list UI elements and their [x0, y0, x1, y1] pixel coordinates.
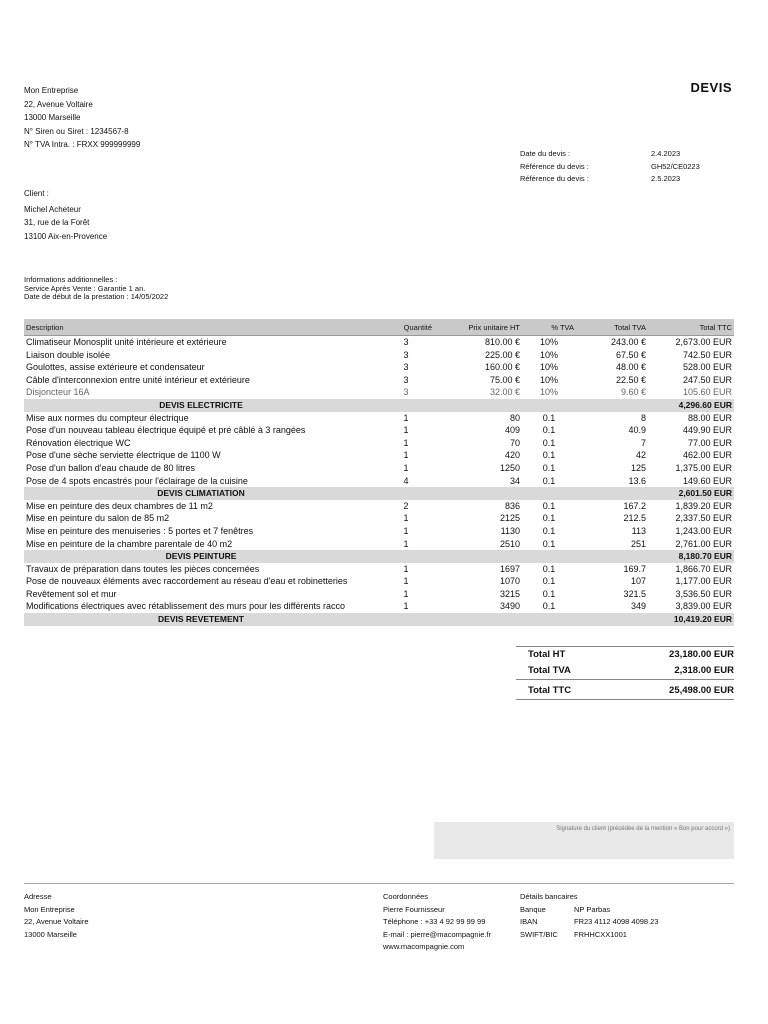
cell-tva-rate: 10% — [539, 349, 558, 360]
col-header-quantity: Quantité — [378, 319, 434, 336]
col-header-tva-rate: % TVA — [522, 319, 576, 336]
subtotal-value: 2,601.50 EUR — [648, 487, 734, 500]
cell-tva-total: 113 — [631, 525, 646, 536]
cell-tva-rate: 0.1 — [542, 563, 556, 574]
cell-description: Pose d'un ballon d'eau chaude de 80 litres — [26, 462, 196, 473]
bank-value: FR23 4112 4098 4098 23 — [574, 917, 659, 926]
subtotal-row — [24, 613, 734, 626]
document-title: DEVIS — [690, 80, 732, 95]
cell-tva-total — [576, 487, 648, 500]
total-tva-row — [516, 663, 734, 679]
cell-tva-total: 40.9 — [628, 425, 646, 436]
cell-description: Mise en peinture des deux chambres de 11 m2 — [26, 500, 213, 511]
cell-ttc-total: 1,866.70 EUR — [675, 563, 732, 574]
cell-tva-total: 243.00 € — [576, 336, 648, 349]
table-row — [24, 349, 734, 362]
cell-quantity: 3 — [403, 374, 409, 385]
bank-label: SWIFT/BIC — [520, 929, 558, 939]
subtotal-label: DEVIS REVETEMENT — [24, 613, 378, 626]
table-row — [24, 449, 734, 462]
cell-unit-price: 2125 — [499, 513, 520, 524]
meta-value: GH52/CE0223 — [651, 161, 700, 171]
cell-tva-total: 169.7 — [623, 563, 646, 574]
table-row — [24, 475, 734, 488]
company-city: 13000 Marseille — [24, 113, 81, 122]
cell-description: Pose d'un nouveau tableau électrique équipé et pré câblé à 3 rangées — [26, 425, 306, 436]
footer-contact-website[interactable]: www.macompagnie.com — [383, 942, 465, 951]
cell-tva-total: 212.5 — [623, 513, 646, 524]
total-ttc-row — [516, 683, 734, 699]
subtotal-value: 4,296.60 EUR — [648, 399, 734, 412]
footer-contact — [383, 891, 491, 954]
meta-label: Date du devis : — [520, 149, 571, 158]
cell-quantity: 1 — [403, 425, 409, 436]
bank-row — [520, 904, 659, 917]
totals-block — [516, 646, 734, 700]
cell-ttc-total: 1,243.00 EUR — [675, 525, 732, 536]
cell-description: Travaux de préparation dans toutes les pièces concernées — [26, 563, 260, 574]
cell-tva-rate: 0.1 — [542, 475, 556, 486]
cell-description: Modifications électriques avec rétablissement des murs pour les différents racco — [26, 601, 345, 612]
cell-unit-price: 160.00 € — [484, 362, 520, 373]
cell-quantity: 3 — [403, 362, 409, 373]
table-row — [24, 525, 734, 538]
footer-address-title: Adresse — [24, 892, 52, 901]
meta-row — [520, 161, 740, 174]
cell-ttc-total: 2,673.00 EUR — [648, 336, 734, 349]
cell-tva-total: 7 — [640, 437, 646, 448]
table-row — [24, 563, 734, 576]
cell-quantity: 1 — [403, 412, 409, 423]
company-siren: N° Siren ou Siret : 1234567-8 — [24, 126, 129, 136]
cell-description: Climatiseur Monosplit unité intérieure et extérieure — [24, 336, 378, 349]
cell-tva-total: 8 — [640, 412, 646, 423]
cell-quantity — [378, 550, 434, 563]
footer-address-street: 22, Avenue Voltaire — [24, 917, 89, 926]
cell-tva-total: 13.6 — [628, 475, 646, 486]
cell-quantity: 1 — [403, 588, 409, 599]
cell-tva-rate — [522, 399, 576, 412]
cell-ttc-total: 3,839.00 EUR — [675, 601, 732, 612]
cell-quantity: 1 — [403, 450, 409, 461]
cell-unit-price: 1070 — [499, 576, 520, 587]
cell-unit-price: 75.00 € — [489, 374, 520, 385]
bank-label: IBAN — [520, 917, 538, 926]
cell-tva-rate: 0.1 — [542, 525, 556, 536]
subtotal-row — [24, 550, 734, 563]
subtotal-value: 10,419.20 EUR — [648, 613, 734, 626]
cell-ttc-total: 1,375.00 EUR — [675, 462, 732, 473]
cell-description: Rénovation électrique WC — [26, 437, 131, 448]
subtotal-row — [24, 487, 734, 500]
footer-contact-phone: Téléphone : +33 4 92 99 99 99 — [383, 917, 486, 926]
subtotal-value: 8,180.70 EUR — [648, 550, 734, 563]
cell-ttc-total: 88.00 EUR — [687, 412, 732, 423]
cell-description: Pose d'une sèche serviette électrique de 1100 W — [26, 450, 221, 461]
cell-description: Pose de 4 spots encastrés pour l'éclairage de la cuisine — [26, 475, 248, 486]
cell-unit-price: 1130 — [500, 525, 520, 536]
cell-tva-rate: 0.1 — [542, 538, 556, 549]
cell-unit-price: 80 — [509, 412, 520, 423]
client-street: 31, rue de la Forêt — [24, 218, 90, 227]
table-row — [24, 336, 734, 349]
meta-label: Référence du devis : — [520, 161, 589, 171]
signature-box[interactable] — [434, 822, 734, 859]
cell-tva-total — [576, 613, 648, 626]
signature-caption: Signature du client (précédée de la mention « Bon pour accord ») — [556, 826, 730, 832]
table-row — [24, 500, 734, 513]
cell-tva-rate: 0.1 — [542, 462, 556, 473]
total-ht-label: Total HT — [528, 649, 566, 660]
subtotal-label: DEVIS CLIMATIATION — [24, 487, 378, 500]
cell-description: Mise en peinture des menuiseries : 5 portes et 7 fenêtres — [26, 525, 254, 536]
meta-row — [520, 173, 740, 186]
cell-ttc-total: 462.00 EUR — [682, 450, 732, 461]
cell-tva-total — [576, 399, 648, 412]
table-row — [24, 462, 734, 475]
table-row — [24, 424, 734, 437]
cell-tva-rate — [522, 613, 576, 626]
cell-ttc-total: 1,177.00 EUR — [675, 576, 732, 587]
meta-value: 2.4.2023 — [651, 149, 681, 158]
cell-description: Mise en peinture de la chambre parentale de 40 m2 — [26, 538, 233, 549]
cell-quantity: 3 — [403, 387, 409, 398]
cell-unit-price: 70 — [509, 437, 520, 448]
cell-ttc-total: 2,761.00 EUR — [675, 538, 732, 549]
info-line: Service Après Vente : Garantie 1 an. — [24, 283, 146, 293]
cell-ttc-total: 247.50 EUR — [682, 374, 732, 385]
cell-tva-total: 167.2 — [623, 500, 646, 511]
cell-unit-price: 3215 — [499, 588, 520, 599]
cell-tva-rate: 10% — [539, 374, 558, 385]
cell-quantity: 1 — [403, 576, 409, 587]
cell-tva-total: 125 — [630, 462, 646, 473]
cell-tva-rate: 10% — [539, 387, 558, 398]
client-city: 13100 Aix-en-Provence — [24, 231, 108, 241]
table-row — [24, 538, 734, 551]
total-ttc-value: 25,498.00 EUR — [669, 685, 734, 696]
subtotal-row — [24, 399, 734, 412]
cell-tva-rate: 0.1 — [542, 412, 556, 423]
cell-ttc-total: 449.90 EUR — [682, 425, 732, 436]
cell-ttc-total: 77.00 EUR — [687, 437, 732, 448]
table-row — [24, 600, 734, 613]
cell-tva-total: 42 — [635, 450, 646, 461]
table-row — [24, 412, 734, 425]
cell-ttc-total: 3,536.50 EUR — [675, 588, 732, 599]
cell-description: Mise aux normes du compteur électrique — [26, 412, 189, 423]
col-header-unit-price: Prix unitaire HT — [434, 319, 522, 336]
cell-unit-price: 836 — [504, 500, 520, 511]
cell-ttc-total: 742.50 EUR — [682, 349, 732, 360]
cell-tva-rate — [522, 550, 576, 563]
cell-unit-price: 810.00 € — [434, 336, 522, 349]
cell-tva-total: 107 — [630, 576, 646, 587]
cell-ttc-total: 1,839.20 EUR — [675, 500, 732, 511]
table-row — [24, 588, 734, 601]
total-tva-label: Total TVA — [528, 665, 571, 676]
cell-unit-price: 3490 — [499, 601, 520, 612]
cell-description: Mise en peinture du salon de 85 m2 — [26, 513, 170, 524]
footer-contact-email[interactable]: E-mail : pierre@macompagnie.fr — [383, 929, 492, 939]
meta-row — [520, 148, 740, 161]
cell-ttc-total: 149.60 EUR — [682, 475, 732, 486]
cell-quantity: 3 — [378, 336, 434, 349]
bank-value: NP Parbas — [574, 904, 611, 914]
cell-description: Goulottes, assise extérieure et condensateur — [26, 362, 205, 373]
cell-unit-price — [434, 487, 522, 500]
cell-quantity — [378, 399, 434, 412]
table-row — [24, 361, 734, 374]
footer-address — [24, 891, 89, 941]
cell-quantity — [378, 487, 434, 500]
additional-info — [24, 276, 344, 302]
cell-tva-rate: 0.1 — [542, 588, 556, 599]
cell-quantity — [378, 613, 434, 626]
cell-unit-price: 420 — [504, 450, 520, 461]
cell-tva-rate — [522, 487, 576, 500]
subtotal-label: DEVIS ELECTRICITE — [24, 399, 378, 412]
bank-row — [520, 929, 659, 942]
col-header-tva-total: Total TVA — [576, 319, 648, 336]
cell-quantity: 1 — [403, 462, 409, 473]
cell-tva-total: 22.50 € — [615, 374, 646, 385]
cell-quantity: 1 — [403, 601, 409, 612]
cell-quantity: 2 — [403, 500, 409, 511]
cell-description: Liaison double isolée — [26, 349, 111, 360]
footer-contact-name: Pierre Fournisseur — [383, 904, 445, 914]
company-tva: N° TVA Intra. : FRXX 999999999 — [24, 140, 141, 149]
info-title: Informations additionnelles : — [24, 275, 118, 284]
cell-tva-rate: 10% — [522, 336, 576, 349]
company-street: 22, Avenue Voltaire — [24, 99, 93, 109]
subtotal-label: DEVIS PEINTURE — [24, 550, 378, 563]
cell-quantity: 1 — [403, 538, 409, 549]
bank-value: FRHHCXX1001 — [574, 929, 627, 939]
cell-unit-price — [434, 399, 522, 412]
meta-value: 2.5.2023 — [651, 174, 681, 183]
footer-address-city: 13000 Marseille — [24, 929, 77, 939]
cell-ttc-total: 105.60 EUR — [682, 387, 732, 398]
cell-quantity: 3 — [403, 349, 409, 360]
cell-quantity: 1 — [403, 437, 409, 448]
table-row — [24, 512, 734, 525]
company-name: Mon Entreprise — [24, 86, 79, 95]
total-ht-value: 23,180.00 EUR — [669, 649, 734, 660]
cell-unit-price — [434, 613, 522, 626]
col-header-description: Description — [24, 319, 378, 336]
cell-ttc-total: 2,337.50 EUR — [675, 513, 732, 524]
col-header-ttc-total: Total TTC — [648, 319, 734, 336]
cell-unit-price: 1250 — [499, 462, 520, 473]
cell-tva-rate: 10% — [539, 362, 558, 373]
cell-unit-price: 409 — [504, 425, 520, 436]
cell-tva-rate: 0.1 — [542, 437, 556, 448]
client-name: Michel Acheteur — [24, 204, 81, 214]
cell-tva-rate: 0.1 — [542, 500, 556, 511]
cell-tva-rate: 0.1 — [542, 513, 556, 524]
cell-unit-price: 2510 — [499, 538, 520, 549]
footer-bank — [520, 891, 659, 941]
cell-quantity: 4 — [403, 475, 409, 486]
cell-description: Câble d'interconnexion entre unité intérieur et extérieure — [26, 374, 250, 385]
cell-tva-rate: 0.1 — [542, 450, 556, 461]
cell-quantity: 1 — [403, 563, 409, 574]
total-ht-row — [516, 647, 734, 663]
footer-address-name: Mon Entreprise — [24, 904, 75, 914]
cell-unit-price: 34 — [509, 475, 520, 486]
table-row — [24, 386, 734, 399]
quote-meta — [520, 148, 740, 186]
table-row — [24, 437, 734, 450]
items-table — [24, 319, 734, 626]
cell-tva-total: 48.00 € — [615, 362, 646, 373]
footer-bank-title: Détails bancaires — [520, 892, 578, 901]
cell-description: Disjoncteur 16A — [26, 387, 90, 398]
cell-tva-total: 251 — [630, 538, 646, 549]
cell-description: Revêtement sol et mur — [26, 588, 117, 599]
bank-row — [520, 916, 659, 929]
total-tva-value: 2,318.00 EUR — [674, 665, 734, 676]
footer-contact-title: Coordonnées — [383, 892, 429, 901]
info-line: Date de début de la prestation : 14/05/2022 — [24, 292, 169, 301]
cell-quantity: 1 — [403, 525, 409, 536]
cell-unit-price: 225.00 € — [484, 349, 520, 360]
cell-tva-rate: 0.1 — [542, 576, 556, 587]
footer-divider — [24, 883, 734, 884]
table-row — [24, 575, 734, 588]
company-block — [24, 84, 244, 152]
cell-tva-total: 321.5 — [623, 588, 646, 599]
client-label: Client : — [24, 189, 49, 198]
bank-label: Banque — [520, 904, 546, 914]
cell-quantity: 1 — [403, 513, 409, 524]
table-row — [24, 374, 734, 387]
cell-tva-total: 9.60 € — [620, 387, 646, 398]
cell-unit-price — [434, 550, 522, 563]
cell-tva-total — [576, 550, 648, 563]
cell-tva-total: 67.50 € — [615, 349, 646, 360]
meta-label: Référence du devis : — [520, 174, 589, 183]
client-block — [24, 187, 264, 243]
cell-unit-price: 32.00 € — [489, 387, 520, 398]
cell-description: Pose de nouveaux éléments avec raccordement au réseau d'eau et robinetteries — [26, 576, 348, 587]
cell-tva-rate: 0.1 — [542, 601, 556, 612]
table-header-row — [24, 319, 734, 336]
total-ttc-label: Total TTC — [528, 685, 572, 696]
cell-unit-price: 1697 — [499, 563, 520, 574]
cell-tva-total: 349 — [630, 601, 646, 612]
cell-tva-rate: 0.1 — [542, 425, 556, 436]
cell-ttc-total: 528.00 EUR — [682, 362, 732, 373]
